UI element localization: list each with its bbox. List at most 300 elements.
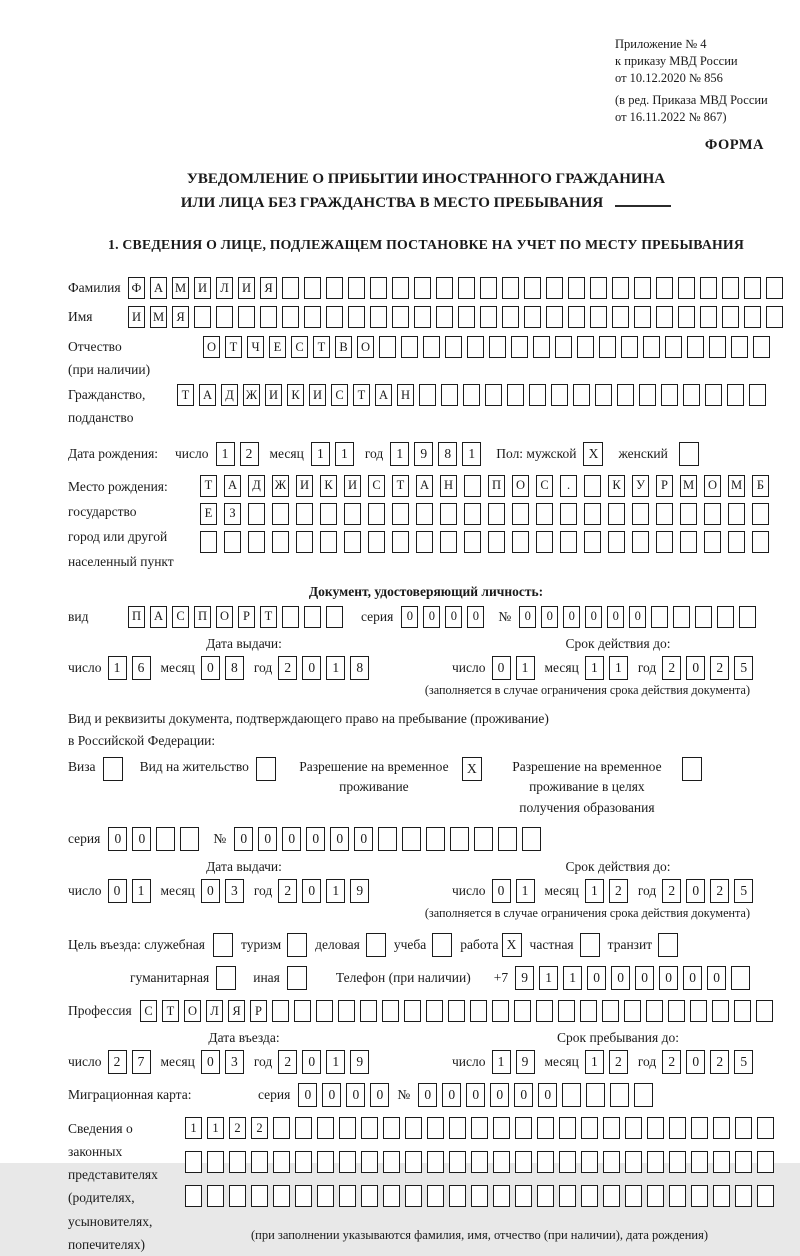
char-box — [416, 503, 433, 525]
char-box: 0 — [707, 966, 726, 990]
char-box: 0 — [322, 1083, 341, 1107]
char-box — [224, 531, 241, 553]
char-box: А — [416, 475, 433, 497]
forma-label: ФОРМА — [704, 137, 764, 154]
char-box: 1 — [216, 442, 235, 466]
char-box — [533, 336, 550, 358]
char-box: 2 — [278, 1050, 297, 1074]
char-box: 9 — [414, 442, 433, 466]
char-box: 0 — [108, 827, 127, 851]
char-box — [728, 531, 745, 553]
char-box — [207, 1151, 224, 1173]
char-box — [378, 827, 397, 851]
char-box — [273, 1185, 290, 1207]
char-box: О — [512, 475, 529, 497]
char-box — [691, 1117, 708, 1139]
char-box: 0 — [354, 827, 373, 851]
char-box — [634, 1083, 653, 1107]
char-box — [344, 531, 361, 553]
char-box — [584, 503, 601, 525]
surname-row — [68, 277, 784, 299]
char-box — [392, 277, 409, 299]
option-temp-residence — [293, 757, 482, 798]
identity-doc-row — [68, 606, 784, 628]
char-box — [536, 1000, 553, 1022]
patronymic-boxes — [203, 336, 770, 358]
char-box: 0 — [629, 606, 646, 628]
char-box: 0 — [585, 606, 602, 628]
char-box — [634, 306, 651, 328]
char-box — [295, 1117, 312, 1139]
char-box: 1 — [585, 879, 604, 903]
char-box: Я — [260, 277, 277, 299]
month-label: месяц — [160, 882, 195, 898]
char-box — [207, 1185, 224, 1207]
char-box: Я — [172, 306, 189, 328]
char-box: 1 — [516, 879, 535, 903]
char-box — [722, 306, 739, 328]
char-box — [449, 1151, 466, 1173]
char-box — [656, 277, 673, 299]
char-box — [731, 966, 750, 990]
entry-stay-dates — [68, 1030, 784, 1074]
char-box: 1 — [326, 1050, 345, 1074]
char-box — [326, 606, 343, 628]
char-box — [728, 503, 745, 525]
char-box — [427, 1151, 444, 1173]
surname-label: Фамилия — [68, 279, 121, 295]
char-box: 9 — [516, 1050, 535, 1074]
residence-expiry-year-boxes — [662, 879, 753, 903]
purpose-private: частная — [530, 933, 600, 957]
char-box: 2 — [710, 656, 729, 680]
char-box — [392, 531, 409, 553]
char-box — [695, 606, 712, 628]
char-box — [427, 1185, 444, 1207]
char-box: 2 — [108, 1050, 127, 1074]
section1-heading: 1. СВЕДЕНИЯ О ЛИЦЕ, ПОДЛЕЖАЩЕМ ПОСТАНОВКЕ НА УЧЕТ ПО МЕСТУ ПРЕБЫВАНИЯ — [107, 236, 745, 252]
entry-month-boxes — [201, 1050, 244, 1074]
purpose-study: учеба — [394, 933, 452, 957]
residence-doc-intro: Вид и реквизиты документа, подтверждающего право на пребывание (проживание) в Российской Федерации: — [68, 710, 549, 748]
surname-boxes — [128, 277, 783, 299]
purpose-row — [68, 933, 784, 957]
char-box — [282, 277, 299, 299]
option-residence-permit — [140, 757, 276, 781]
residence-series-row — [68, 827, 784, 851]
char-box: 0 — [492, 656, 511, 680]
month-label: месяц — [269, 445, 304, 461]
char-box: Е — [269, 336, 286, 358]
char-box — [727, 384, 744, 406]
char-box — [705, 384, 722, 406]
char-box: А — [150, 606, 167, 628]
char-box — [317, 1117, 334, 1139]
option-temp-residence-education — [499, 757, 702, 818]
char-box — [449, 1185, 466, 1207]
char-box: З — [224, 503, 241, 525]
year-label: год — [253, 1053, 273, 1069]
char-box: 0 — [492, 879, 511, 903]
char-box: К — [287, 384, 304, 406]
char-box: 0 — [659, 966, 678, 990]
representatives-note: (при заполнении указываются фамилия, имя, отчество (при наличии), дата рождения) — [250, 1227, 709, 1242]
char-box — [536, 531, 553, 553]
char-box — [471, 1151, 488, 1173]
char-box — [294, 1000, 311, 1022]
char-box — [584, 475, 601, 497]
char-box: Я — [228, 1000, 245, 1022]
day-label: число — [68, 659, 102, 675]
birth-month-boxes — [311, 442, 354, 466]
option-visa — [68, 757, 123, 781]
char-box — [404, 1000, 421, 1022]
char-box — [382, 1000, 399, 1022]
char-box — [678, 277, 695, 299]
char-box — [546, 277, 563, 299]
char-box — [603, 1151, 620, 1173]
issue-date-heading: Дата выдачи: — [206, 635, 282, 651]
expiry-month-boxes — [585, 656, 628, 680]
char-box — [436, 277, 453, 299]
char-box: П — [128, 606, 145, 628]
purpose-work: работа X — [460, 933, 521, 957]
residence-permit-checkbox — [256, 757, 276, 781]
year-label: год — [364, 445, 384, 461]
residence-issue-year-boxes — [278, 879, 369, 903]
given-name-label: Имя — [68, 308, 93, 324]
char-box: Ж — [243, 384, 260, 406]
char-box: 1 — [207, 1117, 224, 1139]
visa-label: Виза — [68, 759, 96, 775]
char-box: 0 — [686, 1050, 705, 1074]
char-box — [560, 531, 577, 553]
char-box — [402, 827, 421, 851]
char-box — [595, 384, 612, 406]
sex-male-label: Пол: мужской — [496, 445, 577, 461]
expiry-day-boxes — [492, 656, 535, 680]
char-box: С — [140, 1000, 157, 1022]
char-box: 0 — [346, 1083, 365, 1107]
doc-series-label: серия — [361, 608, 394, 624]
char-box — [426, 827, 445, 851]
char-box: 7 — [132, 1050, 151, 1074]
purpose-private-checkbox — [580, 933, 600, 957]
char-box — [599, 336, 616, 358]
sex-male-checkbox: X — [583, 442, 603, 466]
char-box — [326, 306, 343, 328]
char-box: 1 — [492, 1050, 511, 1074]
char-box — [713, 1117, 730, 1139]
char-box — [348, 277, 365, 299]
issue-date-heading: Дата выдачи: — [206, 858, 282, 874]
char-box — [392, 306, 409, 328]
char-box — [370, 306, 387, 328]
char-box — [665, 336, 682, 358]
purpose-work-checkbox: X — [502, 933, 522, 957]
entry-year-boxes — [278, 1050, 369, 1074]
char-box — [200, 531, 217, 553]
char-box: 3 — [225, 879, 244, 903]
char-box — [602, 1000, 619, 1022]
char-box — [744, 306, 761, 328]
char-box: Т — [225, 336, 242, 358]
char-box — [522, 827, 541, 851]
char-box — [448, 1000, 465, 1022]
entry-day-boxes — [108, 1050, 151, 1074]
char-box: 1 — [390, 442, 409, 466]
char-box — [625, 1151, 642, 1173]
char-box — [368, 531, 385, 553]
char-box — [624, 1000, 641, 1022]
temp-residence-education-label: Разрешение на временное проживание в целях получения образования — [512, 759, 662, 815]
char-box — [537, 1151, 554, 1173]
char-box: 2 — [240, 442, 259, 466]
char-box — [536, 503, 553, 525]
char-box: Д — [221, 384, 238, 406]
char-box: 1 — [335, 442, 354, 466]
day-label: число — [452, 882, 486, 898]
char-box: 0 — [538, 1083, 557, 1107]
given-name-row — [68, 306, 784, 328]
char-box — [709, 336, 726, 358]
representatives-boxes-row3 — [185, 1185, 774, 1207]
temp-residence-education-checkbox — [682, 757, 702, 781]
char-box: 2 — [662, 1050, 681, 1074]
char-box — [562, 1083, 581, 1107]
char-box — [488, 503, 505, 525]
char-box — [722, 277, 739, 299]
char-box: 0 — [442, 1083, 461, 1107]
char-box — [361, 1151, 378, 1173]
temp-residence-checkbox: X — [462, 757, 482, 781]
char-box: 1 — [311, 442, 330, 466]
char-box — [383, 1185, 400, 1207]
char-box: 0 — [611, 966, 630, 990]
residence-issue-month-boxes — [201, 879, 244, 903]
char-box — [573, 384, 590, 406]
char-box — [691, 1185, 708, 1207]
char-box — [757, 1185, 774, 1207]
char-box — [304, 306, 321, 328]
char-box: 1 — [585, 656, 604, 680]
char-box: О — [216, 606, 233, 628]
phone-boxes — [515, 966, 750, 990]
char-box: К — [608, 475, 625, 497]
residence-number-boxes — [234, 827, 541, 851]
char-box — [680, 531, 697, 553]
char-box — [568, 277, 585, 299]
char-box: 9 — [350, 1050, 369, 1074]
char-box: 0 — [306, 827, 325, 851]
char-box — [368, 503, 385, 525]
char-box: 8 — [438, 442, 457, 466]
birthplace-boxes-row3 — [200, 531, 769, 553]
char-box: Н — [440, 475, 457, 497]
migration-number-label: № — [397, 1086, 411, 1102]
char-box — [440, 503, 457, 525]
char-box — [558, 1000, 575, 1022]
char-box — [414, 277, 431, 299]
char-box — [766, 306, 783, 328]
char-box — [704, 503, 721, 525]
char-box — [498, 827, 517, 851]
char-box: Р — [656, 475, 673, 497]
char-box: 0 — [302, 656, 321, 680]
char-box — [590, 277, 607, 299]
char-box — [493, 1185, 510, 1207]
char-box — [546, 306, 563, 328]
char-box — [680, 503, 697, 525]
char-box: 1 — [609, 656, 628, 680]
char-box — [551, 384, 568, 406]
citizenship-boxes — [177, 384, 766, 406]
char-box — [416, 531, 433, 553]
char-box — [647, 1185, 664, 1207]
purpose-row2 — [68, 966, 784, 990]
char-box: 5 — [734, 1050, 753, 1074]
annex-edit-line: (в ред. Приказа МВД России — [615, 92, 768, 107]
char-box: 3 — [225, 1050, 244, 1074]
char-box: 0 — [423, 606, 440, 628]
char-box — [515, 1185, 532, 1207]
month-label: месяц — [160, 1053, 195, 1069]
validity-note: (заполняется в случае ограничения срока действия документа) — [424, 905, 750, 920]
char-box — [316, 1000, 333, 1022]
char-box — [339, 1117, 356, 1139]
purpose-tourism-checkbox — [287, 933, 307, 957]
char-box — [272, 503, 289, 525]
char-box — [361, 1117, 378, 1139]
char-box — [704, 531, 721, 553]
char-box: А — [224, 475, 241, 497]
char-box — [669, 1185, 686, 1207]
char-box — [581, 1117, 598, 1139]
char-box — [248, 503, 265, 525]
char-box: 0 — [418, 1083, 437, 1107]
migration-series-label: серия — [258, 1086, 291, 1102]
char-box — [735, 1151, 752, 1173]
citizenship-row — [68, 384, 784, 430]
form-title — [68, 168, 784, 215]
char-box — [651, 606, 668, 628]
birthplace-boxes-row1 — [200, 475, 769, 497]
char-box — [282, 306, 299, 328]
char-box: 0 — [234, 827, 253, 851]
char-box: 1 — [462, 442, 481, 466]
char-box: 1 — [539, 966, 558, 990]
given-name-boxes — [128, 306, 783, 328]
char-box — [687, 336, 704, 358]
char-box — [678, 306, 695, 328]
month-label: месяц — [544, 882, 579, 898]
month-label: месяц — [544, 1053, 579, 1069]
char-box — [581, 1185, 598, 1207]
representatives-boxes-row1 — [185, 1117, 774, 1139]
char-box — [752, 531, 769, 553]
char-box — [339, 1151, 356, 1173]
char-box — [441, 384, 458, 406]
char-box — [194, 306, 211, 328]
char-box — [272, 531, 289, 553]
stay-month-boxes — [585, 1050, 628, 1074]
char-box — [515, 1151, 532, 1173]
residence-series-boxes — [108, 827, 199, 851]
title-blank-underline — [615, 193, 671, 207]
char-box: В — [335, 336, 352, 358]
char-box: Н — [397, 384, 414, 406]
char-box — [559, 1151, 576, 1173]
char-box: 2 — [710, 1050, 729, 1074]
char-box — [464, 531, 481, 553]
validity-note: (заполняется в случае ограничения срока действия документа) — [424, 682, 750, 697]
char-box — [405, 1117, 422, 1139]
char-box: 0 — [201, 656, 220, 680]
char-box: 2 — [662, 879, 681, 903]
char-box — [379, 336, 396, 358]
birth-date-label: Дата рождения: — [68, 445, 159, 461]
char-box: 5 — [734, 879, 753, 903]
char-box — [320, 503, 337, 525]
char-box — [502, 277, 519, 299]
char-box — [612, 277, 629, 299]
residence-series-label: серия — [68, 830, 101, 846]
residence-doc-dates — [68, 859, 784, 903]
char-box — [610, 1083, 629, 1107]
char-box — [251, 1185, 268, 1207]
char-box: Т — [200, 475, 217, 497]
annex-edit-line: от 16.11.2022 № 867) — [615, 109, 727, 124]
representatives-boxes-row2 — [185, 1151, 774, 1173]
char-box — [427, 1117, 444, 1139]
char-box — [700, 306, 717, 328]
char-box — [320, 531, 337, 553]
char-box — [493, 1151, 510, 1173]
char-box — [647, 1151, 664, 1173]
profession-row — [68, 1000, 784, 1022]
month-label: месяц — [160, 659, 195, 675]
char-box — [691, 1151, 708, 1173]
birthplace-boxes-row2 — [200, 503, 769, 525]
char-box — [612, 306, 629, 328]
year-label: год — [637, 882, 657, 898]
char-box — [474, 827, 493, 851]
char-box: 0 — [563, 606, 580, 628]
char-box: У — [632, 475, 649, 497]
char-box: Т — [353, 384, 370, 406]
char-box: Ч — [247, 336, 264, 358]
day-label: число — [452, 659, 486, 675]
char-box — [463, 384, 480, 406]
purpose-lead-label: Цель въезда: служебная — [68, 936, 205, 952]
char-box: П — [488, 475, 505, 497]
char-box — [735, 1185, 752, 1207]
char-box — [603, 1185, 620, 1207]
char-box — [712, 1000, 729, 1022]
char-box — [512, 531, 529, 553]
char-box — [260, 306, 277, 328]
char-box: 0 — [401, 606, 418, 628]
char-box: И — [344, 475, 361, 497]
char-box — [436, 306, 453, 328]
char-box: 1 — [516, 656, 535, 680]
char-box — [661, 384, 678, 406]
char-box — [537, 1117, 554, 1139]
citizenship-label: Гражданство, подданство — [68, 386, 146, 425]
char-box: 0 — [201, 1050, 220, 1074]
char-box — [156, 827, 175, 851]
char-box: С — [368, 475, 385, 497]
